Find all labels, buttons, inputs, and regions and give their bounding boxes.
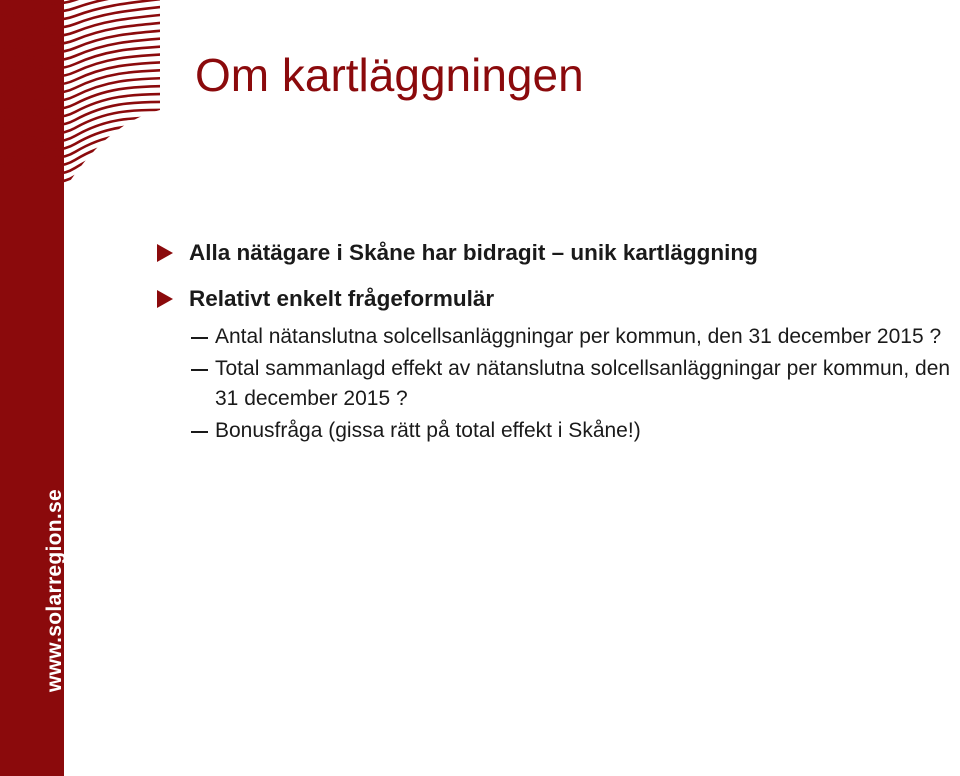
triangle-bullet-icon [157,244,173,262]
sub-bullet-list [191,322,955,446]
slide-title: Om kartläggningen [195,49,584,101]
sub-bullet-text: Antal nätanslutna solcellsanläggningar per kommun, den 31 december 2015 ? [215,325,942,348]
decorative-wave-line [0,86,160,109]
decorative-wave-line [0,94,160,117]
bullet-text: Alla nätägare i Skåne har bidragit – unik kartläggning [189,240,758,265]
sub-bullet-text: Bonusfråga (gissa rätt på total effekt i Skåne!) [215,419,641,442]
bullet-item [155,238,955,268]
dash-bullet-icon [191,431,208,433]
sidebar-band [0,0,64,776]
decorative-wave-lines [0,0,160,190]
website-url: www.solarregion.se [43,488,66,692]
decorative-wave-line [0,78,160,101]
slide-content [155,238,955,446]
triangle-bullet-icon [157,290,173,308]
sub-bullet-item [191,354,955,414]
dash-bullet-icon [191,337,208,339]
sub-bullet-item [191,416,955,446]
dash-bullet-icon [191,369,208,371]
sub-bullet-item [191,322,955,352]
sub-bullet-text: Total sammanlagd effekt av nätanslutna solcellsanläggningar per kommun, den 31 december 2015 ? [215,357,951,410]
bullet-text: Relativt enkelt frågeformulär [189,286,495,311]
bullet-item [155,284,955,314]
